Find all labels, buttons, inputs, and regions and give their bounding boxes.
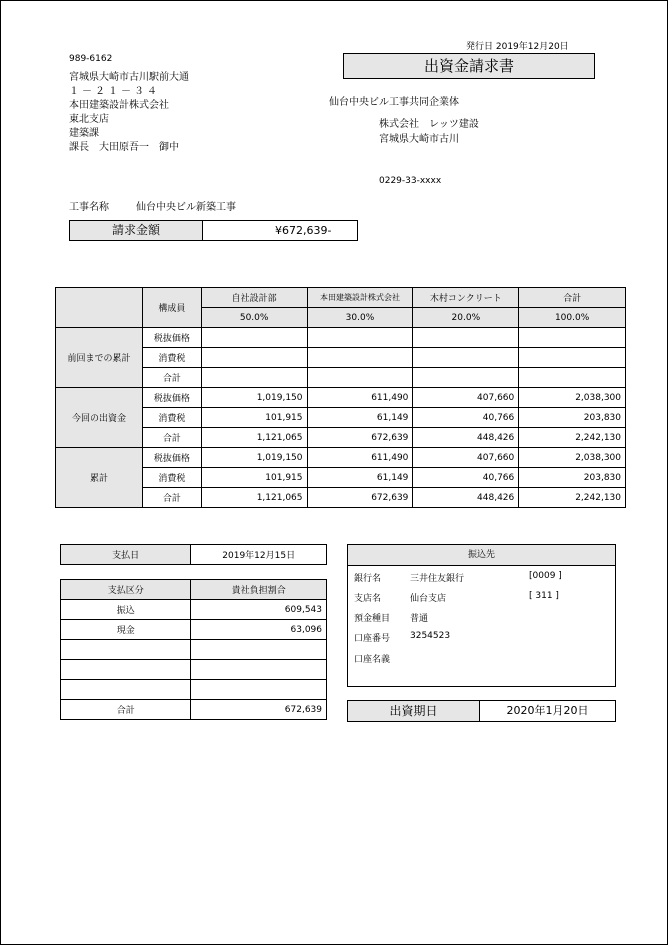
table-cell: 2,242,130 (519, 488, 626, 508)
row-label: 税抜価格 (142, 328, 201, 348)
issue-date: 発行日 2019年12月20日 (466, 42, 569, 52)
table-row (61, 600, 327, 620)
table-cell: 672,639 (307, 428, 413, 448)
recipient-postal: 989-6162 (69, 54, 113, 64)
payment-row-value: 63,096 (191, 620, 327, 640)
table-row (61, 700, 327, 720)
recipient-address2: １－２１－３４ (69, 86, 160, 97)
column-header: 木村コンクリート (413, 288, 519, 308)
project-name: 仙台中央ビル新築工事 (136, 202, 236, 213)
recipient-branch: 東北支店 (69, 114, 109, 125)
bank-box (347, 544, 616, 687)
table-cell: 407,660 (413, 388, 519, 408)
bank-value: 仙台支店 (410, 594, 447, 604)
table-cell: 1,121,065 (201, 488, 307, 508)
bank-label: 支店名 (354, 594, 382, 604)
table-cell: 203,830 (519, 408, 626, 428)
column-share: 30.0% (307, 308, 413, 328)
table-cell (413, 328, 519, 348)
due-label: 出資期日 (347, 700, 480, 722)
table-corner (56, 288, 143, 328)
payment-total-label: 合計 (61, 700, 191, 720)
group-label: 累計 (56, 448, 143, 508)
payment-date-table (60, 544, 327, 565)
row-label: 消費税 (142, 348, 201, 368)
table-row (61, 620, 327, 640)
sender-address: 宮城県大崎市古川 (379, 134, 459, 145)
bank-label: 預金種目 (354, 614, 391, 624)
due-value: 2020年1月20日 (479, 700, 616, 722)
column-share: 50.0% (201, 308, 307, 328)
bank-value: 普通 (410, 614, 429, 624)
sender-company: 株式会社 レッツ建設 (379, 119, 479, 130)
bank-code: [ 311 ] (529, 591, 559, 601)
payment-date-label: 支払日 (61, 545, 191, 565)
table-cell: 203,830 (519, 468, 626, 488)
bank-value: 三井住友銀行 (410, 574, 465, 584)
document-title: 出資金請求書 (343, 53, 595, 79)
table-row (56, 448, 626, 468)
row-label: 税抜価格 (142, 448, 201, 468)
column-header: 合計 (519, 288, 626, 308)
table-cell: 611,490 (307, 448, 413, 468)
table-cell: 40,766 (413, 408, 519, 428)
group-label: 今回の出資金 (56, 388, 143, 448)
table-row (56, 388, 626, 408)
sender-group: 仙台中央ビル工事共同企業体 (329, 97, 459, 108)
table-cell (413, 368, 519, 388)
table-cell (307, 348, 413, 368)
bank-code: [0009 ] (529, 571, 562, 581)
table-cell: 2,038,300 (519, 388, 626, 408)
table-cell: 1,019,150 (201, 388, 307, 408)
table-cell: 101,915 (201, 408, 307, 428)
table-cell: 2,038,300 (519, 448, 626, 468)
billing-label: 請求金額 (69, 220, 203, 241)
table-row (56, 328, 626, 348)
table-row (61, 680, 327, 700)
payment-split-table (60, 579, 327, 720)
bank-label: 口座番号 (354, 634, 391, 644)
row-label: 消費税 (142, 468, 201, 488)
payment-date-value: 2019年12月15日 (191, 545, 327, 565)
payment-row-value (191, 680, 327, 700)
table-cell (201, 368, 307, 388)
table-cell: 448,426 (413, 488, 519, 508)
table-cell (307, 368, 413, 388)
table-row (61, 660, 327, 680)
table-cell: 40,766 (413, 468, 519, 488)
table-cell: 61,149 (307, 468, 413, 488)
table-cell: 611,490 (307, 388, 413, 408)
table-cell (519, 368, 626, 388)
table-cell (307, 328, 413, 348)
payment-row-value (191, 640, 327, 660)
payment-row-value: 609,543 (191, 600, 327, 620)
payment-header: 貴社負担割合 (191, 580, 327, 600)
table-cell (413, 348, 519, 368)
payment-row-label (61, 640, 191, 660)
payment-row-value (191, 660, 327, 680)
bank-label: 銀行名 (354, 574, 382, 584)
payment-row-label (61, 660, 191, 680)
table-cell (201, 328, 307, 348)
recipient-address1: 宮城県大崎市古川駅前大通 (69, 72, 189, 83)
bank-title: 振込先 (348, 545, 615, 566)
column-header: 本田建築設計株式会社 (307, 288, 413, 308)
recipient-company: 本田建築設計株式会社 (69, 100, 169, 111)
column-header: 自社設計部 (201, 288, 307, 308)
table-cell: 448,426 (413, 428, 519, 448)
payment-row-label (61, 680, 191, 700)
payment-total-value: 672,639 (191, 700, 327, 720)
bank-label: 口座名義 (354, 655, 391, 665)
billing-amount: ¥672,639- (202, 220, 358, 241)
row-label: 消費税 (142, 408, 201, 428)
table-cell: 101,915 (201, 468, 307, 488)
bank-value: 3254523 (410, 631, 451, 641)
column-share: 20.0% (413, 308, 519, 328)
table-row (61, 640, 327, 660)
project-label: 工事名称 (69, 202, 109, 213)
payment-row-label: 振込 (61, 600, 191, 620)
table-cell: 1,121,065 (201, 428, 307, 448)
table-cell (519, 328, 626, 348)
table-cell: 407,660 (413, 448, 519, 468)
row-label: 税抜価格 (142, 388, 201, 408)
table-cell: 2,242,130 (519, 428, 626, 448)
main-table (55, 287, 626, 508)
table-cell: 672,639 (307, 488, 413, 508)
row-label: 合計 (142, 488, 201, 508)
sender-tel: 0229-33-xxxx (379, 176, 442, 186)
recipient-dept: 建築課 (69, 128, 99, 139)
member-header: 構成員 (142, 288, 201, 328)
table-cell: 61,149 (307, 408, 413, 428)
recipient-person: 課長 大田原吾一 御中 (69, 142, 179, 153)
payment-header: 支払区分 (61, 580, 191, 600)
table-cell (201, 348, 307, 368)
column-share: 100.0% (519, 308, 626, 328)
table-cell (519, 348, 626, 368)
row-label: 合計 (142, 368, 201, 388)
group-label: 前回までの累計 (56, 328, 143, 388)
table-cell: 1,019,150 (201, 448, 307, 468)
row-label: 合計 (142, 428, 201, 448)
payment-row-label: 現金 (61, 620, 191, 640)
